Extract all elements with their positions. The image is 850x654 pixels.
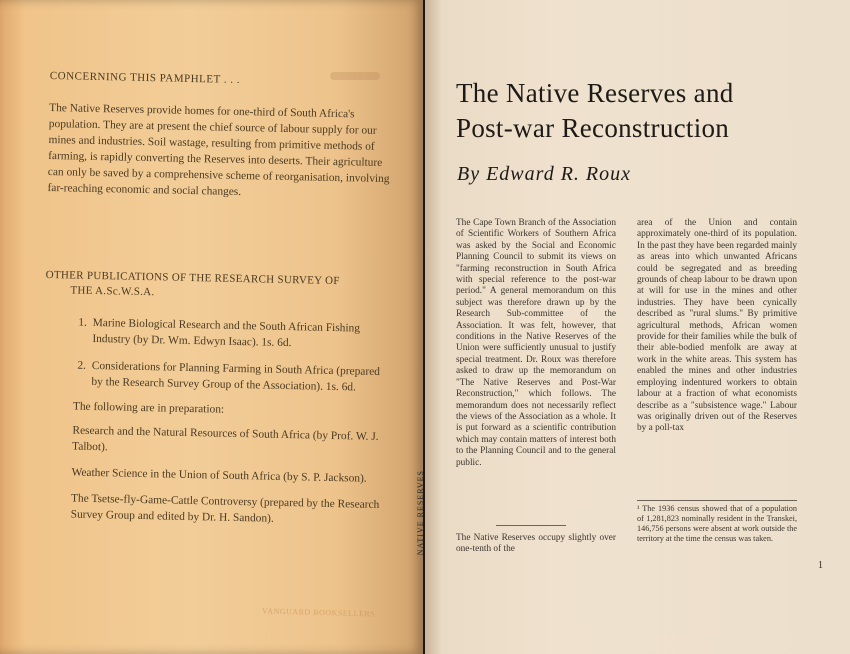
article-paragraph: area of the Union and contain approximately one-third of its population. In the past they have been regarded mainly as areas into which unwanted Africans could be segregated and as breeding grounds of cheap labour to be drawn upon at will for use in the mines and other industries. They have been cynically described as "rural slums." By primitive agricultural methods, African women provide for their families while the bulk of their able-bodied menfolk are away at work in the white areas. This system has enabled the mines and other industries employing indentured workers to obtain labour at a fraction of what economists describe as a "subsistence wage." Labour was originally driven out of the Reserves by a poll-tax — [637, 218, 797, 434]
article-byline: By Edward R. Roux — [457, 163, 632, 185]
in-preparation-label: The following are in preparation: — [72, 400, 225, 416]
spine-label: NATIVE RESERVES — [416, 470, 425, 556]
article-title — [456, 76, 734, 146]
article-title-line1: The Native Reserves and — [456, 78, 734, 108]
left-page-content — [40, 70, 395, 539]
publications-list — [43, 314, 389, 396]
left-page — [0, 0, 423, 654]
publication-item: 2. Considerations for Planning Farming in South Africa (prepared by the Research Survey Group of the Association). 1s. 6d. — [88, 358, 389, 396]
article-paragraph: The Native Reserves occupy slightly over one-tenth of the — [456, 533, 616, 555]
in-preparation-item: Research and the Natural Resources of South Africa (by Prof. W. J. Talbot). — [71, 424, 379, 454]
article-column-1 — [456, 218, 616, 469]
footnote-text: ¹ The 1936 census showed that of a population of 1,281,823 nominally resident in the Transkei, 146,756 persons were absent at work outside the territory at the time the census was taken. — [637, 504, 797, 543]
other-publications-heading — [45, 268, 391, 305]
in-preparation-item: Weather Science in the Union of South Africa (by S. P. Jackson). — [71, 466, 367, 485]
in-preparation-item: The Tsetse-fly-Game-Cattle Controversy (prepared by the Research Survey Group and edited by Dr. H. Sandon). — [70, 492, 380, 525]
other-publications-heading-line2: THE A.Sc.W.S.A. — [70, 284, 155, 299]
article-title-line2: Post-war Reconstruction — [456, 113, 730, 143]
pamphlet-heading: CONCERNING THIS PAMPHLET . . . — [49, 70, 241, 86]
other-publications-heading-line1: OTHER PUBLICATIONS OF THE RESEARCH SURVEY OF — [45, 268, 340, 288]
publication-item: 1. Marine Biological Research and the South African Fishing Industry (by Dr. Wm. Edwyn Isaac). 1s. 6d. — [89, 315, 390, 353]
article-paragraph: The Cape Town Branch of the Association of Scientific Workers of Southern Africa was asked by the Social and Economic Planning Council to submit its views on "farming reconstruction in South Africa with special reference to the post-war period." A general memorandum on this subject was therefore drawn up by the Research Sub-committee of the Association. It was felt, however, that conditions in the Native Reserves of the Union were sufficiently unusual to justify special treatment. Dr. Roux was therefore asked to draw up the memorandum on "The Native Reserves and Post-War Reconstruction," which follows. The memorandum does not necessarily reflect the views of the Association as a whole. It is put forward as a scientific contribution which may contain matters of interest both to the Planning Council and to the general public. — [456, 218, 616, 468]
article-column-1-continued — [456, 533, 616, 556]
pamphlet-intro: The Native Reserves provide homes for one-third of South Africa's population. They are at present the chief source of labour supply for our mines and industries. Soil wastage, resulting from primitive methods of farming, is rapidly converting the Reserves into deserts. Their agriculture can only be saved by a comprehensive scheme of reorganisation, involving far-reaching economic and social changes. — [47, 101, 390, 199]
section-divider — [496, 525, 566, 526]
footnote — [637, 500, 797, 544]
bookseller-stamp: VANGUARD BOOKSELLERS — [261, 606, 376, 619]
page-number: 1 — [818, 560, 823, 571]
article-column-2 — [637, 218, 797, 435]
